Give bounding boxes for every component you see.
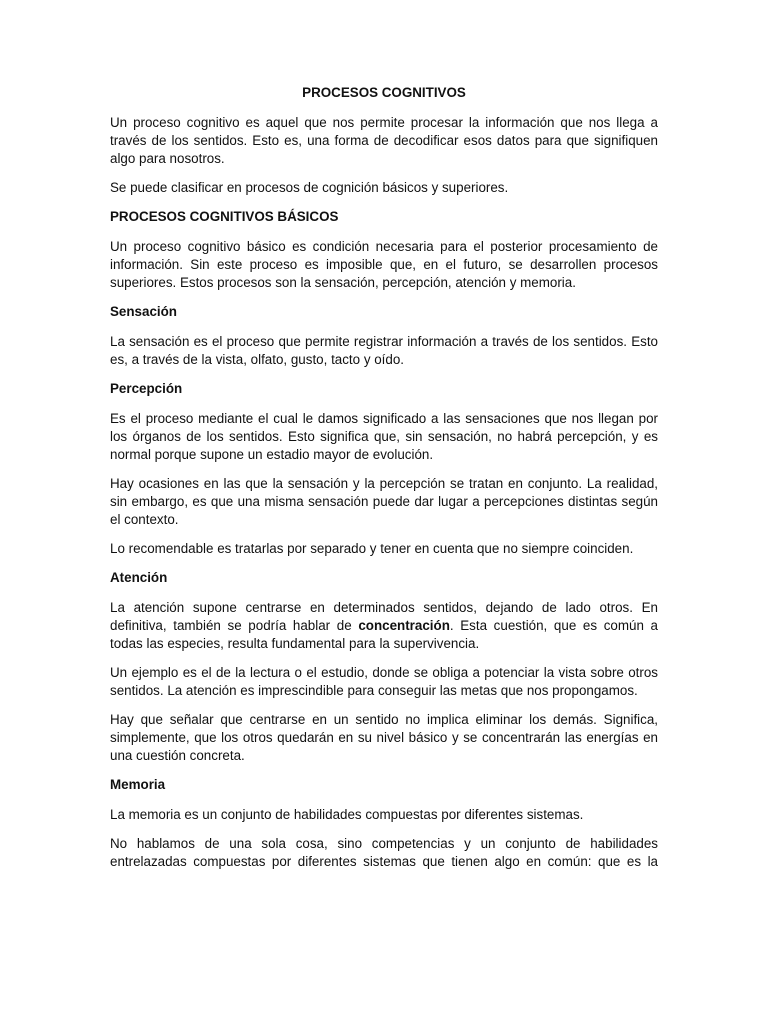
atencion-paragraph-1 (110, 599, 658, 653)
atencion-paragraph-3: Hay que señalar que centrarse en un sentido no implica eliminar los demás. Significa, simplemente, que los otros quedarán en su nivel básico y se concentrarán las energías en una cuestión concreta. (110, 712, 658, 763)
atencion-p1-after: . Esta cuestión, que es común a todas las especies, resulta fundamental para la supervivencia. (110, 618, 659, 651)
subtitle-percepcion: Percepción (110, 381, 183, 396)
subtitle-memoria: Memoria (110, 777, 166, 792)
document-title: PROCESOS COGNITIVOS (302, 85, 466, 100)
memoria-paragraph-2: No hablamos de una sola cosa, sino competencias y un conjunto de habilidades entrelazadas compuestas por diferentes sistemas que tienen algo en común: que es la (110, 836, 658, 869)
intro-paragraph-1: Un proceso cognitivo es aquel que nos permite procesar la información que nos llega a través de los sentidos. Esto es, una forma de decodificar esos datos para que signifiquen algo para nosotros. (110, 115, 658, 166)
document-page (110, 84, 658, 882)
percepcion-paragraph-2: Hay ocasiones en las que la sensación y la percepción se tratan en conjunto. La realidad, sin embargo, es que una misma sensación puede dar lugar a percepciones distintas según el contexto. (110, 476, 658, 527)
memoria-paragraph-1: La memoria es un conjunto de habilidades compuestas por diferentes sistemas. (110, 807, 584, 822)
concentracion-bold: concentración (358, 618, 450, 633)
atencion-p1-before: La atención supone centrarse en determinados sentidos, dejando de lado otros. En definitiva, también se podría hablar de (110, 600, 658, 633)
percepcion-paragraph-3: Lo recomendable es tratarlas por separado y tener en cuenta que no siempre coinciden. (110, 541, 634, 556)
intro-paragraph-2: Se puede clasificar en procesos de cognición básicos y superiores. (110, 180, 509, 195)
subtitle-atencion: Atención (110, 570, 168, 585)
sensacion-paragraph: La sensación es el proceso que permite registrar información a través de los sentidos. Esto es, a través de la vista, olfato, gusto, tacto y oído. (110, 334, 658, 367)
section-title-basic: PROCESOS COGNITIVOS BÁSICOS (110, 209, 339, 224)
basic-paragraph: Un proceso cognitivo básico es condición necesaria para el posterior procesamiento de información. Sin este proceso es imposible que, en el futuro, se desarrollen procesos superiores. Estos procesos son la sensación, percepción, atención y memoria. (110, 239, 658, 290)
percepcion-paragraph-1: Es el proceso mediante el cual le damos significado a las sensaciones que nos llegan por los órganos de los sentidos. Esto significa que, sin sensación, no habrá percepción, y es normal porque supone un estadio mayor de evolución. (110, 411, 658, 462)
subtitle-sensacion: Sensación (110, 304, 177, 319)
atencion-paragraph-2: Un ejemplo es el de la lectura o el estudio, donde se obliga a potenciar la vista sobre otros sentidos. La atención es imprescindible para conseguir las metas que nos propongamos. (110, 665, 658, 698)
